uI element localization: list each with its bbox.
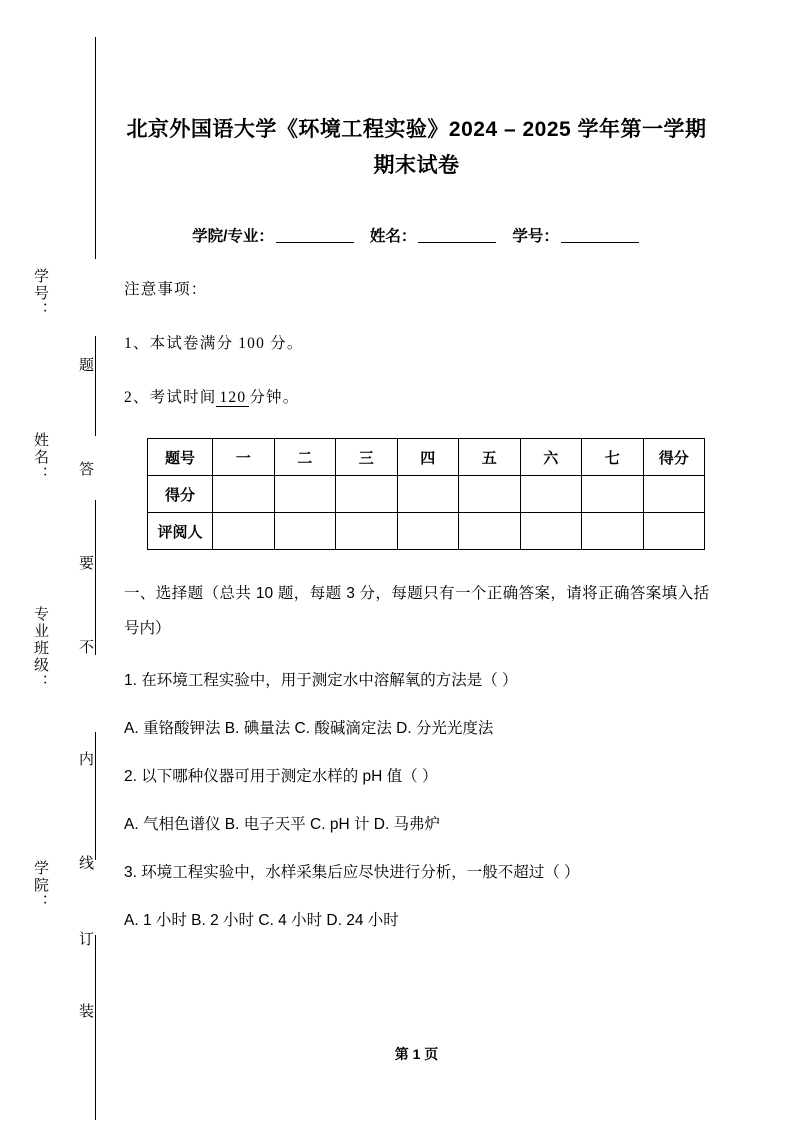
- seam-seal-char: 题: [78, 358, 94, 374]
- score-table-header-cell: 二: [274, 439, 336, 476]
- student-id-label: 学号：: [512, 228, 559, 245]
- score-table-header-cell: 题号: [148, 439, 213, 476]
- table-row-header: [148, 439, 705, 476]
- seam-seal-char: 要: [78, 556, 94, 572]
- question-options: A. 1 小时 B. 2 小时 C. 4 小时 D. 24 小时: [124, 912, 399, 929]
- duration-value: 120: [216, 389, 249, 407]
- score-table-header-cell: 三: [336, 439, 398, 476]
- score-cell[interactable]: [643, 476, 705, 513]
- question-options: A. 重铬酸钾法 B. 碘量法 C. 酸碱滴定法 D. 分光光度法: [124, 720, 494, 737]
- reviewer-cell[interactable]: [336, 513, 398, 550]
- seam-seal-char: 答: [78, 462, 94, 478]
- score-cell[interactable]: [582, 476, 644, 513]
- score-cell[interactable]: [336, 476, 398, 513]
- page-title: 北京外国语大学《环境工程实验》2024 – 2025 学年第一学期期末试卷: [126, 118, 707, 177]
- duration-prefix: 2、考试时间: [124, 389, 217, 406]
- name-blank[interactable]: [418, 242, 496, 243]
- score-table: [147, 438, 705, 550]
- student-id-blank[interactable]: [561, 242, 639, 243]
- seam-seal-char: 订: [78, 932, 94, 948]
- score-table-header-cell: 七: [582, 439, 644, 476]
- notice-item-duration: [124, 384, 709, 412]
- reviewer-cell[interactable]: [274, 513, 336, 550]
- seam-seal-char: 线: [78, 856, 94, 872]
- seam-rule-segment: [95, 935, 96, 1120]
- question-item: [124, 860, 709, 934]
- notice-block: [124, 276, 709, 412]
- score-cell[interactable]: [459, 476, 521, 513]
- college-major-blank[interactable]: [276, 242, 354, 243]
- table-row: [148, 513, 705, 550]
- binding-seam: [0, 0, 110, 1122]
- score-table-header-cell: 得分: [643, 439, 705, 476]
- name-label: 姓名：: [369, 228, 417, 245]
- score-cell[interactable]: [397, 476, 459, 513]
- reviewer-cell[interactable]: [520, 513, 582, 550]
- score-table-header-cell: 一: [213, 439, 275, 476]
- college-major-label: 学院/专业：: [192, 228, 274, 245]
- reviewer-cell[interactable]: [459, 513, 521, 550]
- seam-field-label-name: 姓名：: [32, 432, 48, 483]
- score-cell[interactable]: [520, 476, 582, 513]
- duration-suffix: 分钟。: [249, 389, 300, 406]
- table-row: [148, 476, 705, 513]
- seam-rule-segment: [95, 336, 96, 436]
- seam-field-label-major-class: 专业班级：: [32, 606, 48, 691]
- notice-item-total-score: 1、本试卷满分 100 分。: [124, 335, 304, 352]
- reviewer-cell[interactable]: [213, 513, 275, 550]
- seam-field-label-student-id: 学号：: [32, 268, 48, 319]
- seam-rule-segment: [95, 37, 96, 259]
- reviewer-cell[interactable]: [643, 513, 705, 550]
- notice-heading: 注意事项：: [124, 281, 208, 298]
- reviewer-cell[interactable]: [582, 513, 644, 550]
- question-options: A. 气相色谱仪 B. 电子天平 C. pH 计 D. 马弗炉: [124, 816, 441, 833]
- seam-seal-char: 装: [78, 1004, 94, 1020]
- seam-rule-segment: [95, 732, 96, 860]
- score-table-header-cell: 五: [459, 439, 521, 476]
- page-footer: 第 1 页: [394, 1046, 439, 1062]
- score-table-header-cell: 六: [520, 439, 582, 476]
- exam-paper-body: [124, 0, 709, 934]
- question-stem: 3. 环境工程实验中，水样采集后应尽快进行分析，一般不超过（ ）: [124, 864, 580, 881]
- score-table-header-cell: 四: [397, 439, 459, 476]
- score-cell[interactable]: [274, 476, 336, 513]
- score-table-row-label: 评阅人: [148, 513, 213, 550]
- identity-field-row: [124, 224, 709, 246]
- seam-rule-segment: [95, 500, 96, 655]
- score-table-row-label: 得分: [148, 476, 213, 513]
- score-cell[interactable]: [213, 476, 275, 513]
- reviewer-cell[interactable]: [397, 513, 459, 550]
- seam-seal-char: 内: [78, 752, 94, 768]
- section-heading-choice: 一、选择题（总共 10 题，每题 3 分，每题只有一个正确答案，请将正确答案填入括号内）: [124, 585, 709, 637]
- question-item: [124, 764, 709, 838]
- question-stem: 1. 在环境工程实验中，用于测定水中溶解氧的方法是（ ）: [124, 672, 518, 689]
- seam-field-label-college: 学院：: [32, 860, 48, 911]
- question-stem: 2. 以下哪种仪器可用于测定水样的 pH 值（ ）: [124, 768, 438, 785]
- question-item: [124, 668, 709, 742]
- seam-seal-char: 不: [78, 640, 94, 656]
